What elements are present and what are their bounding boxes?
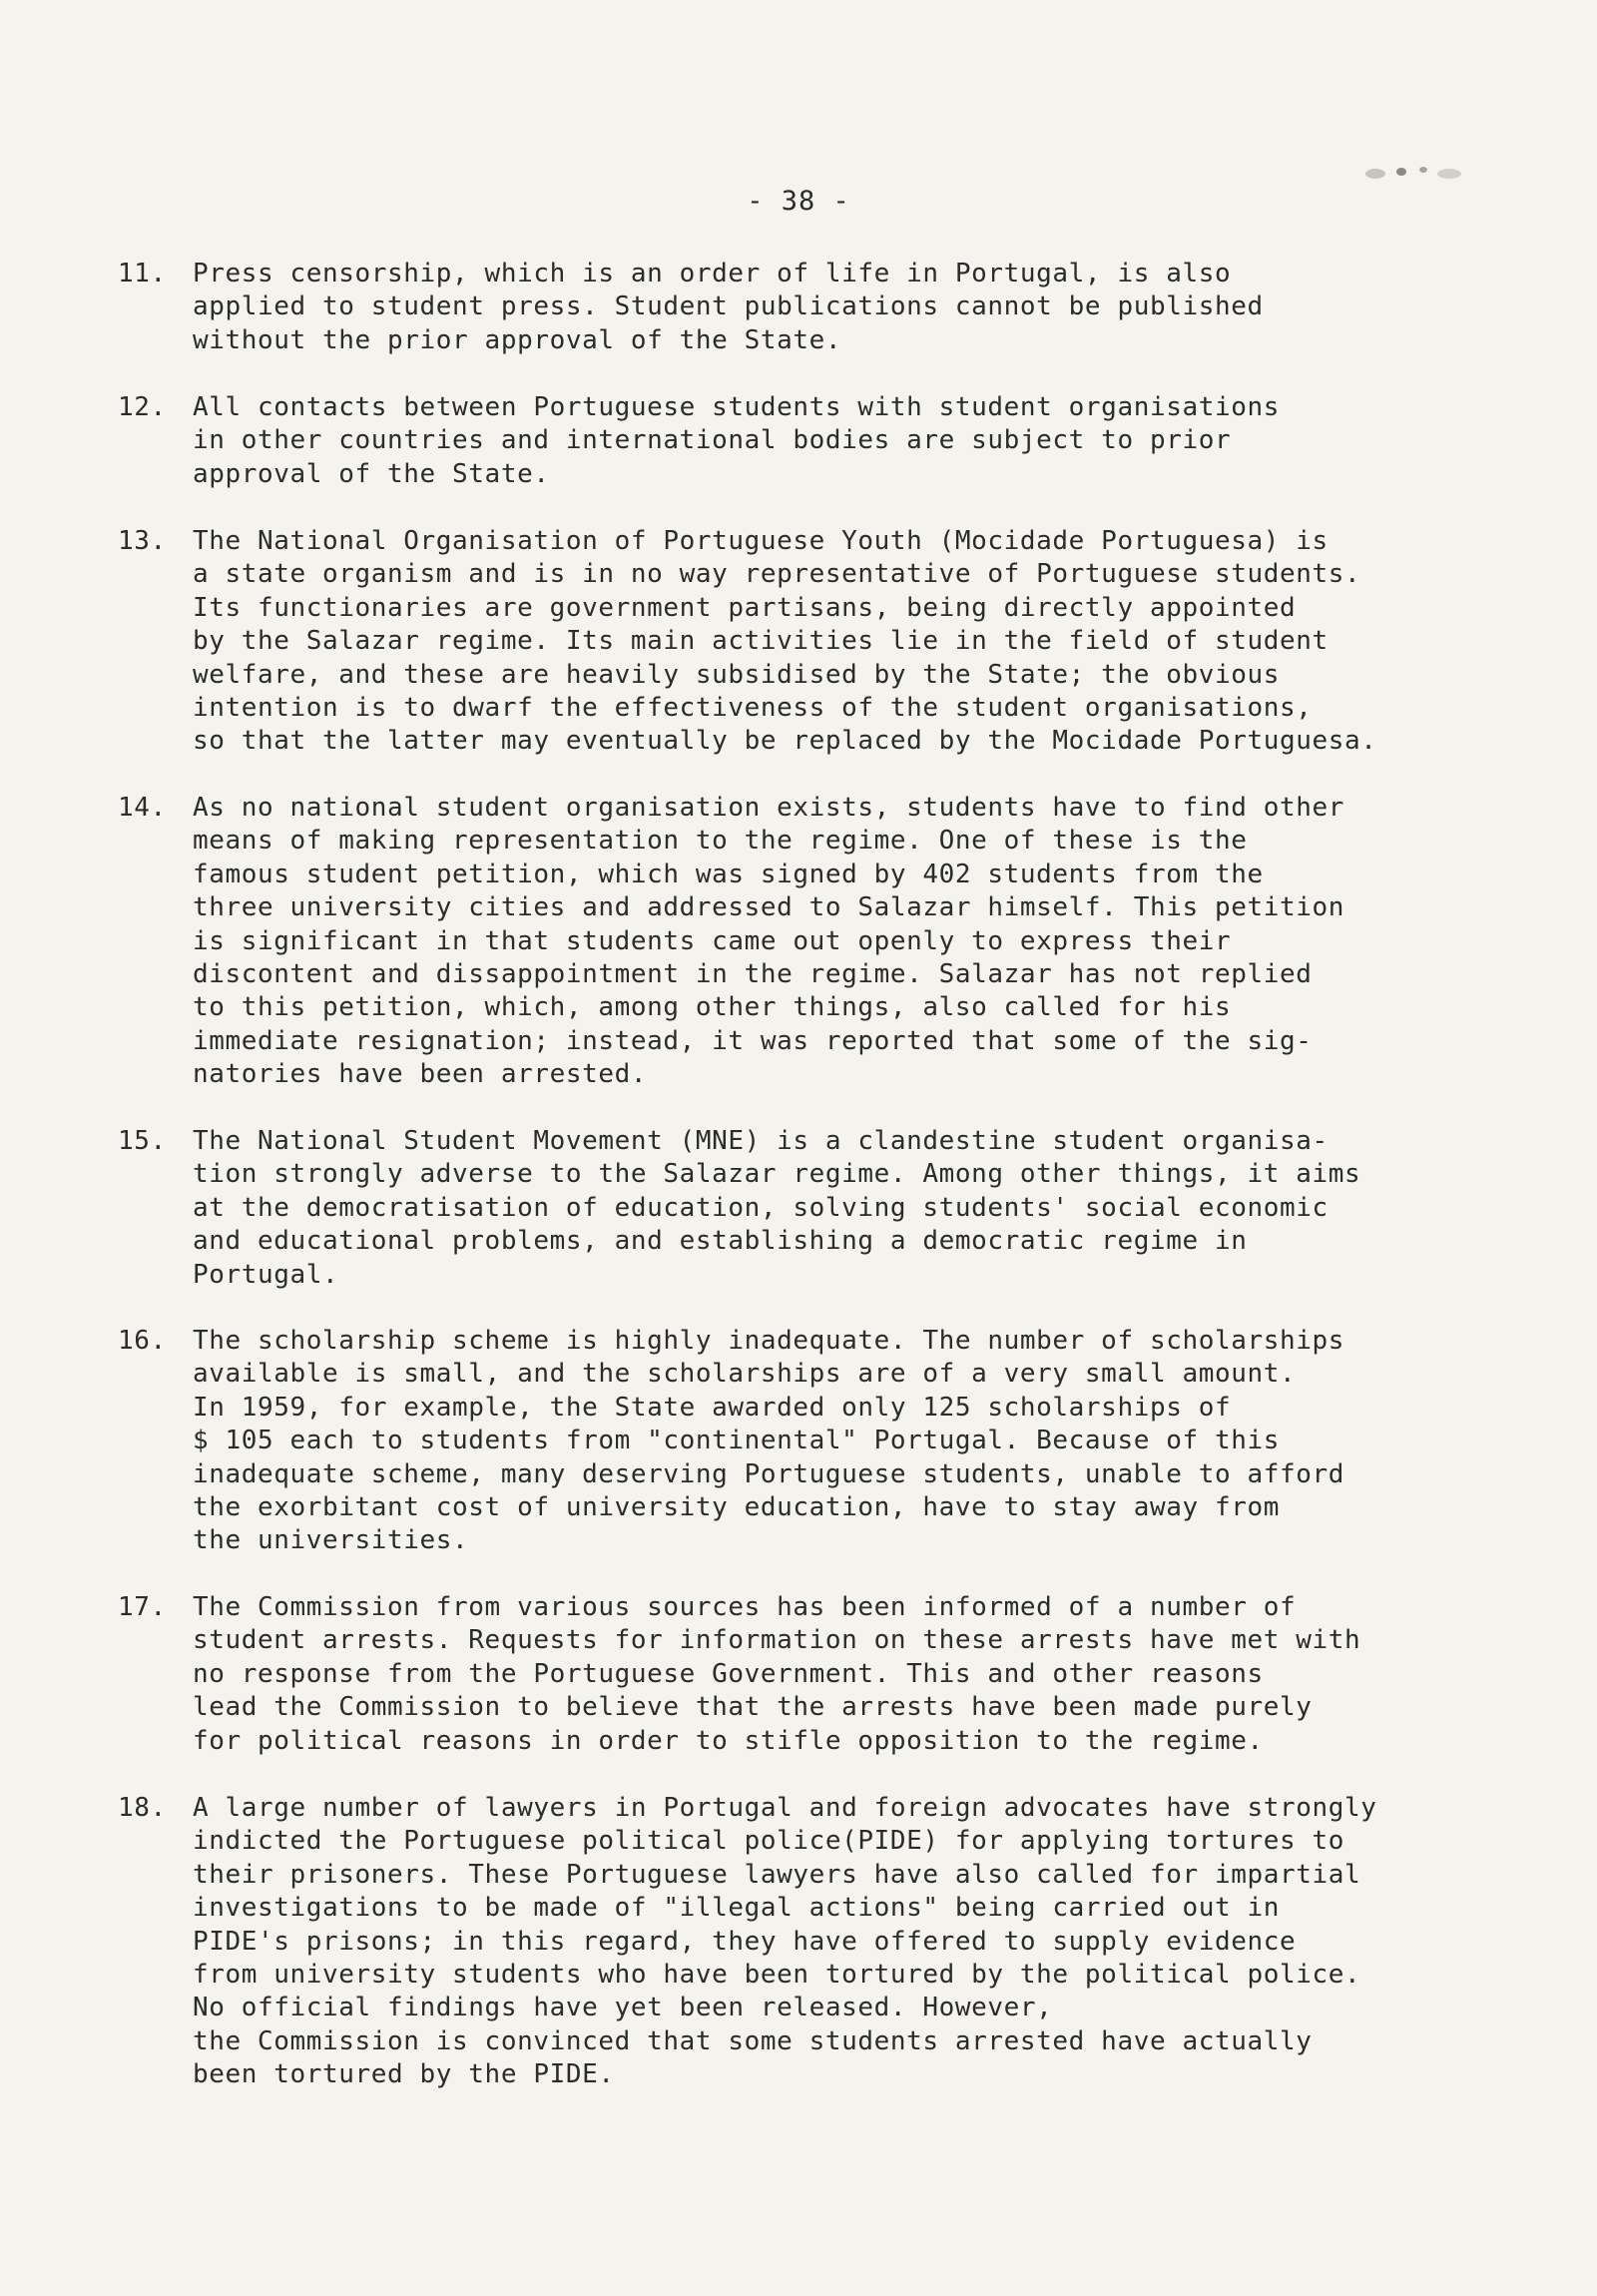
text-line: intention is to dwarf the effectiveness of the student organisations, bbox=[193, 693, 1313, 724]
text-line: immediate resignation; instead, it was reported that some of the sig- bbox=[193, 1025, 1313, 1056]
text-line: Press censorship, which is an order of life in Portugal, is also bbox=[193, 259, 1232, 288]
text-line: is significant in that students came out openly to express their bbox=[193, 925, 1232, 956]
text-line: from university students who have been tortured by the political police. bbox=[193, 1960, 1361, 1991]
paragraph-text bbox=[193, 792, 1344, 1092]
text-line: The scholarship scheme is highly inadequate. The number of scholarships bbox=[193, 1326, 1344, 1356]
text-line: Portugal. bbox=[193, 1259, 339, 1290]
text-line: famous student petition, which was signed by 402 students from the bbox=[193, 859, 1264, 889]
paragraph-number: 14. bbox=[118, 793, 167, 823]
text-line: PIDE's prisons; in this regard, they have offered to supply evidence bbox=[193, 1926, 1297, 1957]
ink-smudge bbox=[1361, 162, 1471, 186]
paragraph-text bbox=[193, 1591, 1360, 1758]
text-line: All contacts between Portuguese students with student organisations bbox=[193, 392, 1280, 422]
paragraph-number: 18. bbox=[118, 1793, 167, 1823]
text-line: and educational problems, and establishing a democratic regime in bbox=[193, 1226, 1248, 1257]
text-line: The Commission from various sources has been informed of a number of bbox=[193, 1592, 1297, 1622]
paragraph-number: 17. bbox=[118, 1592, 167, 1622]
text-line: in other countries and international bodies are subject to prior bbox=[193, 425, 1232, 456]
text-line: student arrests. Requests for information on these arrests have met with bbox=[193, 1625, 1361, 1656]
text-line: tion strongly adverse to the Salazar regime. Among other things, it aims bbox=[193, 1159, 1361, 1190]
text-line: No official findings have yet been released. However, bbox=[193, 1993, 1053, 2023]
text-line: means of making representation to the regime. One of these is the bbox=[193, 826, 1248, 857]
text-line: been tortured by the PIDE. bbox=[193, 2059, 615, 2090]
paragraph-text bbox=[193, 525, 1377, 759]
text-line: for political reasons in order to stifle opposition to the regime. bbox=[193, 1725, 1264, 1756]
text-line: the Commission is convinced that some students arrested have actually bbox=[193, 2025, 1313, 2056]
text-line: investigations to be made of "illegal actions" being carried out in bbox=[193, 1893, 1280, 1924]
text-line: their prisoners. These Portuguese lawyers have also called for impartial bbox=[193, 1859, 1361, 1890]
paragraph-text bbox=[193, 391, 1280, 491]
text-line: without the prior approval of the State. bbox=[193, 324, 842, 355]
paragraph-text bbox=[193, 1125, 1360, 1292]
text-line: A large number of lawyers in Portugal and foreign advocates have strongly bbox=[193, 1793, 1377, 1823]
page-number: - 38 - bbox=[747, 186, 850, 217]
text-line: lead the Commission to believe that the arrests have been made purely bbox=[193, 1692, 1313, 1723]
text-line: The National Student Movement (MNE) is a clandestine student organisa- bbox=[193, 1126, 1329, 1156]
text-line: indicted the Portuguese political police(PIDE) for applying tortures to bbox=[193, 1826, 1344, 1857]
paragraph-text bbox=[193, 1792, 1377, 2092]
text-line: $ 105 each to students from "continental" Portugal. Because of this bbox=[193, 1426, 1280, 1456]
text-line: no response from the Portuguese Government. This and other reasons bbox=[193, 1658, 1264, 1689]
text-line: discontent and dissappointment in the regime. Salazar has not replied bbox=[193, 959, 1313, 990]
text-line: the universities. bbox=[193, 1525, 469, 1556]
text-line: Its functionaries are government partisans, being directly appointed bbox=[193, 592, 1297, 623]
paragraph-number: 13. bbox=[118, 526, 167, 556]
paragraph-text bbox=[193, 258, 1264, 357]
text-line: The National Organisation of Portuguese Youth (Mocidade Portuguesa) is bbox=[193, 526, 1329, 556]
text-line: by the Salazar regime. Its main activities lie in the field of student bbox=[193, 626, 1329, 657]
text-line: the exorbitant cost of university education, have to stay away from bbox=[193, 1492, 1280, 1523]
text-line: As no national student organisation exists, students have to find other bbox=[193, 793, 1344, 823]
text-line: so that the latter may eventually be replaced by the Mocidade Portuguesa. bbox=[193, 726, 1377, 757]
text-line: In 1959, for example, the State awarded only 125 scholarships of bbox=[193, 1392, 1232, 1423]
paragraph-number: 16. bbox=[118, 1326, 167, 1356]
text-line: inadequate scheme, many deserving Portuguese students, unable to afford bbox=[193, 1458, 1344, 1489]
text-line: available is small, and the scholarships are of a very small amount. bbox=[193, 1359, 1297, 1390]
paragraph-number: 12. bbox=[118, 392, 167, 422]
text-line: applied to student press. Student publications cannot be published bbox=[193, 291, 1264, 322]
text-line: a state organism and is in no way representative of Portuguese students. bbox=[193, 559, 1361, 590]
paragraph-text bbox=[193, 1325, 1344, 1558]
text-line: welfare, and these are heavily subsidised by the State; the obvious bbox=[193, 659, 1280, 690]
paragraph-number: 11. bbox=[118, 259, 167, 288]
text-line: three university cities and addressed to Salazar himself. This petition bbox=[193, 892, 1344, 923]
text-line: to this petition, which, among other things, also called for his bbox=[193, 992, 1232, 1023]
paragraph-number: 15. bbox=[118, 1126, 167, 1156]
text-line: approval of the State. bbox=[193, 458, 550, 489]
text-line: at the democratisation of education, solving students' social economic bbox=[193, 1192, 1329, 1223]
text-line: natories have been arrested. bbox=[193, 1059, 648, 1090]
